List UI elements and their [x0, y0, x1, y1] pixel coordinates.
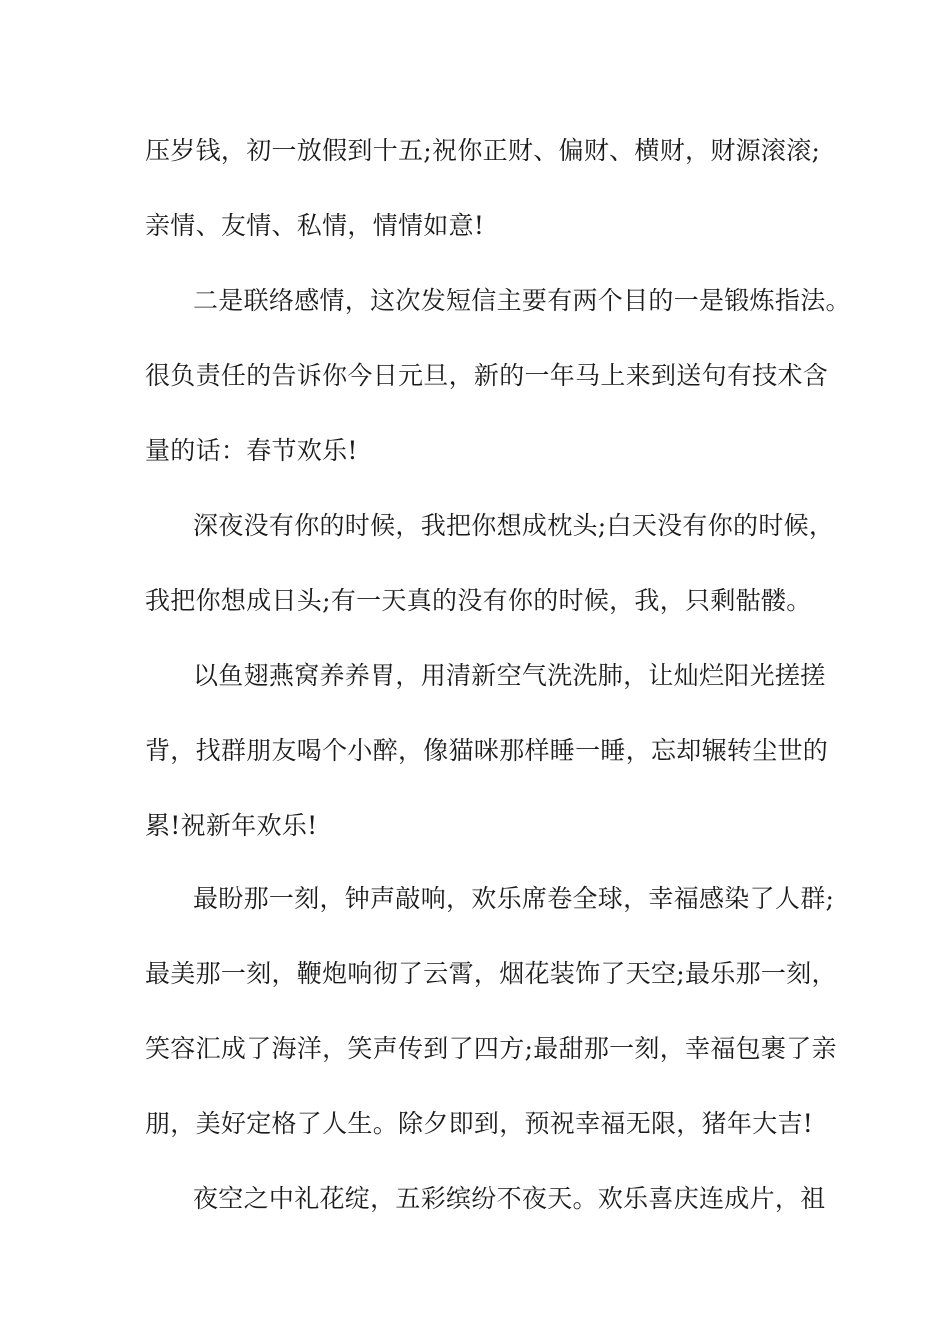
paragraph-start-line: 夜空之中礼花绽，五彩缤纷不夜天。欢乐喜庆连成片，祖 [193, 1184, 826, 1213]
paragraph-start-line: 深夜没有你的时候，我把你想成枕头;白天没有你的时候， [193, 511, 835, 540]
text-line: 压岁钱，初一放假到十五;祝你正财、偏财、横财，财源滚滚; [145, 136, 821, 165]
text-line: 很负责任的告诉你今日元旦，新的一年马上来到送句有技术含 [145, 361, 829, 390]
text-line: 笑容汇成了海洋，笑声传到了四方;最甜那一刻，幸福包裹了亲 [145, 1034, 837, 1063]
text-line: 累!祝新年欢乐! [145, 811, 318, 840]
text-line: 背，找群朋友喝个小醉，像猫咪那样睡一睡，忘却辗转尘世的 [145, 736, 829, 765]
text-line: 我把你想成日头;有一天真的没有你的时候，我，只剩骷髅。 [145, 586, 812, 615]
paragraph-start-line: 最盼那一刻，钟声敲响，欢乐席卷全球，幸福感染了人群; [193, 884, 835, 913]
text-line: 最美那一刻，鞭炮响彻了云霄，烟花装饰了天空;最乐那一刻， [145, 959, 837, 988]
text-line: 朋，美好定格了人生。除夕即到，预祝幸福无限，猪年大吉! [145, 1109, 814, 1138]
text-line: 亲情、友情、私情，情情如意! [145, 211, 485, 240]
text-line: 量的话：春节欢乐! [145, 436, 358, 465]
paragraph-start-line: 以鱼翅燕窝养养胃，用清新空气洗洗肺，让灿烂阳光搓搓 [193, 661, 826, 690]
paragraph-start-line: 二是联络感情，这次发短信主要有两个目的一是锻炼指法。 [193, 286, 851, 315]
